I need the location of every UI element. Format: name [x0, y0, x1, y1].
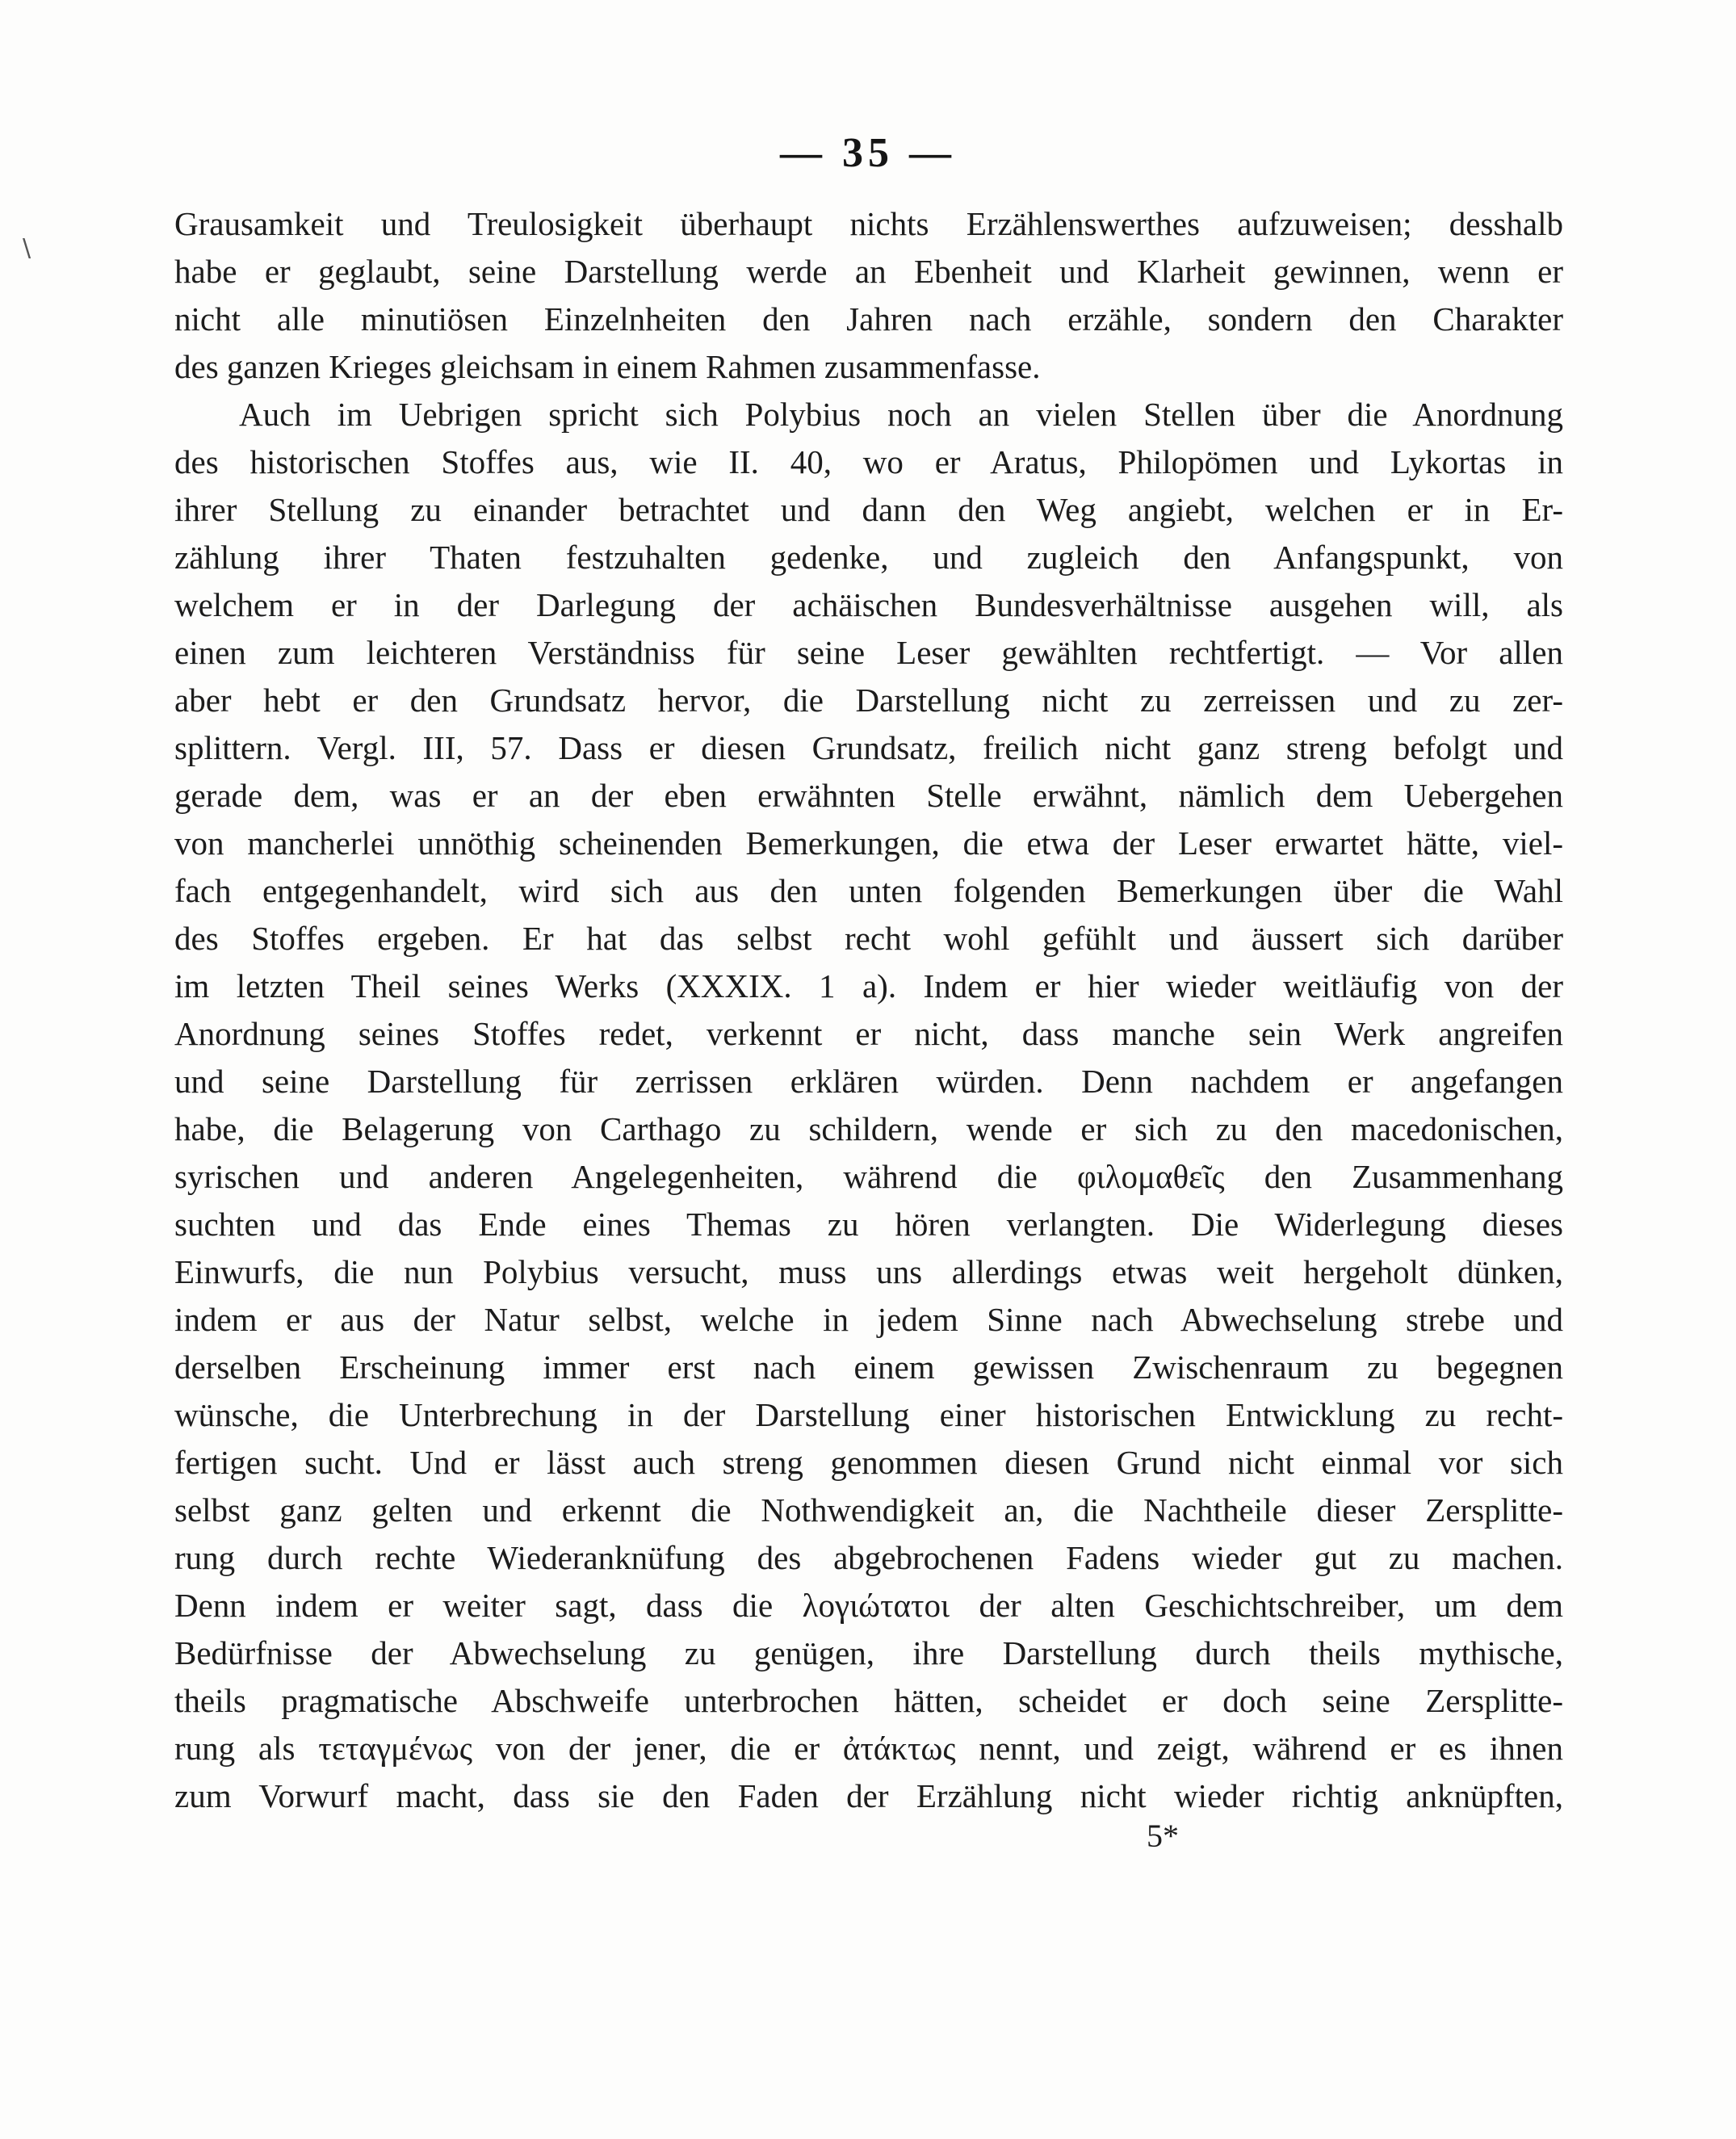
text-line: Grausamkeit und Treulosigkeit überhaupt nichts Erzählenswerthes aufzuweisen; desshalb — [174, 205, 1563, 242]
text-line: im letzten Theil seines Werks (XXXIX. 1 a). Indem er hier wieder weitläufig von der — [174, 967, 1563, 1004]
text-line: syrischen und anderen Angelegenheiten, während die φιλομαθεῖς den Zusammenhang — [174, 1158, 1563, 1195]
text-line: von mancherlei unnöthig scheinenden Bemerkungen, die etwa der Leser erwartet hätte, viel- — [174, 824, 1563, 862]
text-line: aber hebt er den Grundsatz hervor, die Darstellung nicht zu zerreissen und zu zer- — [174, 682, 1563, 719]
text-line: indem er aus der Natur selbst, welche in jedem Sinne nach Abwechselung strebe und — [174, 1301, 1563, 1338]
text-line: theils pragmatische Abschweife unterbrochen hätten, scheidet er doch seine Zersplitte- — [174, 1682, 1563, 1719]
text-line: habe, die Belagerung von Carthago zu schildern, wende er sich zu den macedonischen, — [174, 1110, 1563, 1147]
text-line: zählung ihrer Thaten festzuhalten gedenke, und zugleich den Anfangspunkt, von — [174, 539, 1563, 576]
text-line: des historischen Stoffes aus, wie II. 40, wo er Aratus, Philopömen und Lykortas in — [174, 443, 1563, 480]
text-line: einen zum leichteren Verständniss für seine Leser gewählten rechtfertigt. — Vor allen — [174, 634, 1563, 671]
signature-mark: 5* — [1147, 1818, 1179, 1854]
text-line: zum Vorwurf macht, dass sie den Faden der Erzählung nicht wieder richtig anknüpften, — [174, 1777, 1563, 1814]
text-line: ihrer Stellung zu einander betrachtet und dann den Weg angiebt, welchen er in Er- — [174, 491, 1563, 528]
text-line: habe er geglaubt, seine Darstellung werde an Ebenheit und Klarheit gewinnen, wenn er — [174, 253, 1563, 290]
text-line: Einwurfs, die nun Polybius versucht, muss uns allerdings etwas weit hergeholt dünken, — [174, 1253, 1563, 1290]
text-line: splittern. Vergl. III, 57. Dass er diesen Grundsatz, freilich nicht ganz streng befolgt und — [174, 729, 1563, 766]
text-line: wünsche, die Unterbrechung in der Darstellung einer historischen Entwicklung zu recht- — [174, 1396, 1563, 1433]
margin-mark: \ — [23, 234, 31, 262]
text-line: rung als τεταγμένως von der jener, die er ἀτάκτως nennt, und zeigt, während er es ihnen — [174, 1730, 1563, 1767]
text-line: suchten und das Ende eines Themas zu hören verlangten. Die Widerlegung dieses — [174, 1206, 1563, 1243]
text-line: Anordnung seines Stoffes redet, verkennt er nicht, dass manche sein Werk angreifen — [174, 1015, 1563, 1052]
paragraph-start-line: Auch im Uebrigen spricht sich Polybius noch an vielen Stellen über die Anordnung — [239, 396, 1563, 433]
text-line: Denn indem er weiter sagt, dass die λογιώτατοι der alten Geschichtschreiber, um dem — [174, 1587, 1563, 1624]
text-line: derselben Erscheinung immer erst nach einem gewissen Zwischenraum zu begegnen — [174, 1348, 1563, 1386]
text-line: des Stoffes ergeben. Er hat das selbst recht wohl gefühlt und äussert sich darüber — [174, 920, 1563, 957]
text-line: welchem er in der Darlegung der achäischen Bundesverhältnisse ausgehen will, als — [174, 586, 1563, 623]
body-text — [174, 200, 1563, 1820]
text-line: und seine Darstellung für zerrissen erklären würden. Denn nachdem er angefangen — [174, 1063, 1563, 1100]
page-number: — 35 — — [780, 130, 956, 176]
text-line: fertigen sucht. Und er lässt auch streng genommen diesen Grund nicht einmal vor sich — [174, 1444, 1563, 1481]
text-line: fach entgegenhandelt, wird sich aus den unten folgenden Bemerkungen über die Wahl — [174, 872, 1563, 909]
text-line: rung durch rechte Wiederanknüfung des abgebrochenen Fadens wieder gut zu machen. — [174, 1539, 1563, 1576]
text-line: nicht alle minutiösen Einzelnheiten den Jahren nach erzähle, sondern den Charakter — [174, 300, 1563, 338]
text-line: gerade dem, was er an der eben erwähnten Stelle erwähnt, nämlich dem Uebergehen — [174, 777, 1563, 814]
text-line: selbst ganz gelten und erkennt die Nothwendigkeit an, die Nachtheile dieser Zersplitte- — [174, 1491, 1563, 1529]
text-line: des ganzen Krieges gleichsam in einem Rahmen zusammenfasse. — [174, 348, 1041, 385]
text-line: Bedürfnisse der Abwechselung zu genügen, ihre Darstellung durch theils mythische, — [174, 1634, 1563, 1671]
